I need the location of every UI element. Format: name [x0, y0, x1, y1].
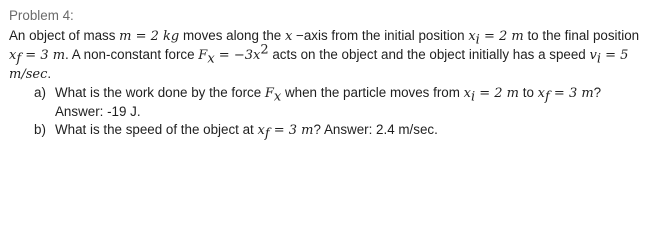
statement-text: −axis from the initial position	[292, 28, 469, 43]
initial-speed-subscript: i	[596, 51, 601, 67]
final-position-symbol: x	[257, 123, 265, 138]
final-position-value: = 3 m	[549, 86, 594, 101]
initial-speed-value: = 5 m/sec	[9, 48, 629, 82]
initial-speed-symbol: v	[589, 48, 597, 63]
initial-position-symbol: x	[468, 29, 476, 44]
question-list	[9, 84, 646, 140]
statement-text: .	[47, 66, 52, 81]
statement-text: moves along the	[179, 28, 285, 43]
initial-position-subscript: i	[470, 89, 476, 105]
statement-text: to the final position	[523, 28, 640, 43]
question-text: to	[519, 85, 538, 100]
final-position-value: = 3 m	[269, 123, 314, 138]
answer-text: ? Answer: 2.4 m/sec.	[313, 122, 438, 137]
force-subscript: x	[207, 51, 215, 67]
initial-position-value: = 2 m	[475, 86, 520, 101]
question-text: What is the work done by the force	[55, 85, 265, 100]
question-text: What is the speed of the object at	[55, 122, 258, 137]
final-position-subscript: f	[264, 126, 270, 142]
question-marker: a)	[34, 85, 46, 100]
final-position-subscript: f	[16, 51, 22, 67]
initial-position-value: = 2 m	[479, 29, 524, 44]
statement-text: . A non-constant force	[65, 47, 199, 62]
initial-position-symbol: x	[463, 86, 471, 101]
statement-text: An object of mass	[9, 28, 120, 43]
final-position-subscript: f	[544, 89, 550, 105]
initial-position-subscript: i	[475, 32, 480, 48]
force-subscript: x	[273, 89, 282, 105]
final-position-symbol: x	[9, 48, 17, 63]
force-expression: = −3x	[214, 48, 261, 63]
force-exponent: 2	[260, 42, 269, 58]
axis-variable: x	[284, 29, 293, 44]
answer-text: ? Answer: -19 J.	[55, 85, 602, 119]
question-a	[9, 84, 646, 121]
problem-title: Problem 4:	[9, 8, 74, 23]
question-text: when the particle moves from	[281, 85, 464, 100]
force-symbol: F	[264, 86, 274, 101]
problem-statement	[9, 27, 646, 84]
final-position-symbol: x	[537, 86, 545, 101]
question-marker: b)	[34, 122, 46, 137]
final-position-value: = 3 m	[21, 48, 66, 63]
mass-equation: m = 2 kg	[119, 29, 180, 44]
statement-text: acts on the object and the object initially has a speed	[268, 47, 590, 62]
force-symbol: F	[198, 48, 208, 63]
question-b	[9, 121, 646, 140]
